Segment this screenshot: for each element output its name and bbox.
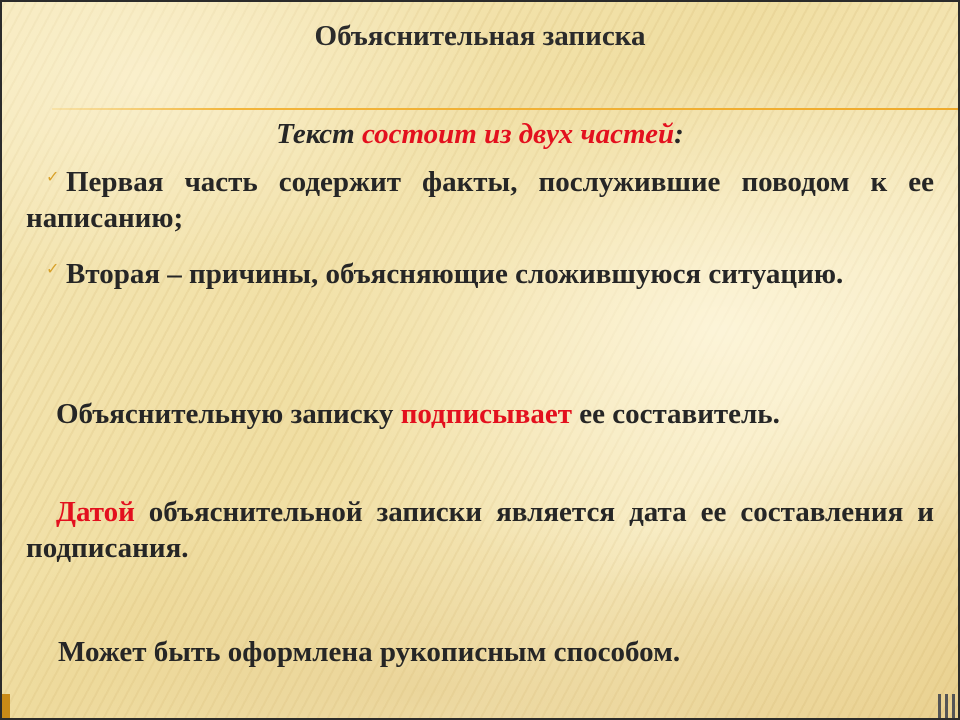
subtitle-highlight: состоит из двух частей [361,118,675,150]
subtitle-text-pre: Текст [276,118,362,150]
paragraph-text-post: объяснительной записки является дата ее составления и подписания. [26,496,934,564]
checkmark-icon: ✓ [46,261,60,278]
subtitle-text-post: : [674,118,684,150]
bullet-text: Вторая – причины, объясняющие сложившуюся ситуацию. [66,258,844,290]
checkmark-icon: ✓ [46,169,60,186]
paragraph-highlight: подписывает [400,398,572,430]
decorative-stripe-left [0,694,10,720]
paragraph-highlight: Датой [56,496,135,528]
bullet-text: Первая часть содержит факты, послужившие поводом к ее написанию; [26,166,934,234]
slide-title: Объяснительная записка [314,20,646,52]
paragraph-handwritten: Может быть оформлена рукописным способом. [58,636,681,668]
bullet-item-facts [26,164,934,236]
decorative-stripe-right [938,694,960,720]
paragraph-date [26,494,934,566]
bullet-item-reasons [26,256,934,292]
paragraph-signature [56,396,936,432]
slide-subtitle [0,118,960,151]
paragraph-text-post: ее составитель. [571,398,780,430]
paragraph-text-pre: Объяснительную записку [56,398,401,430]
title-divider [52,108,960,110]
